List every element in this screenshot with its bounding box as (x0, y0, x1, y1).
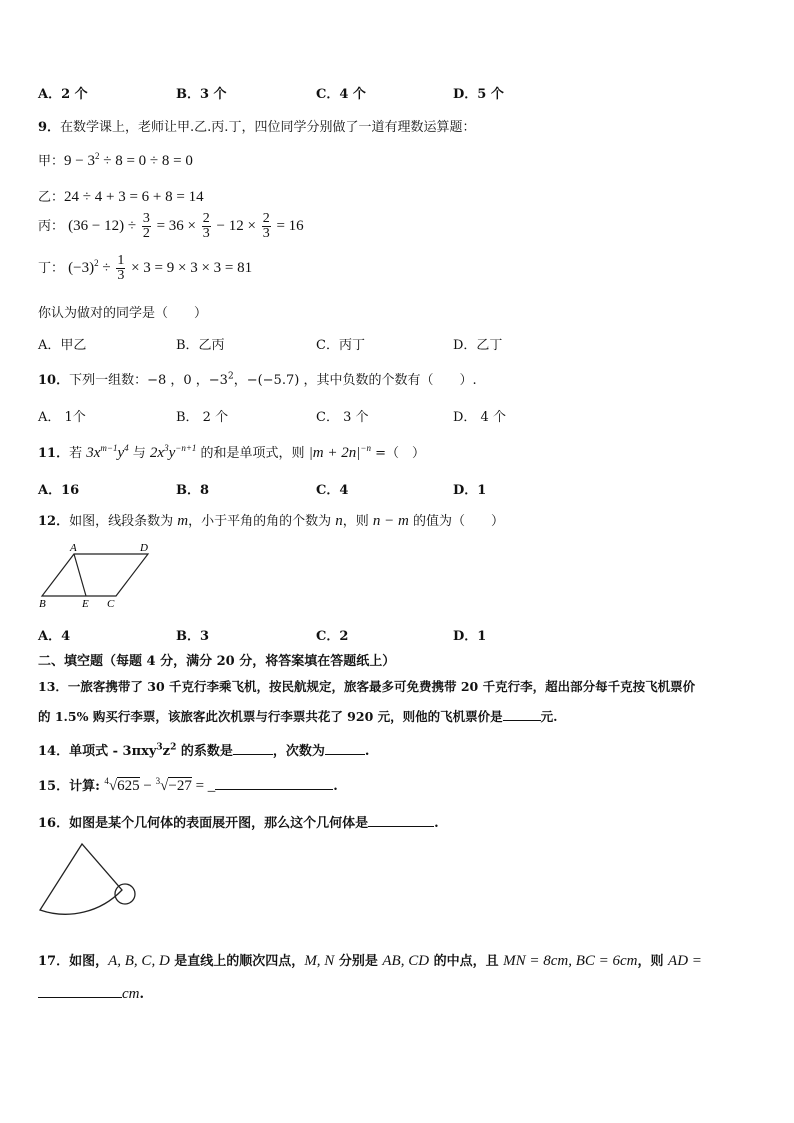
q8-option-b: B．3 个 (176, 87, 227, 102)
q17-answer-line: cm. (38, 985, 144, 1003)
answer-blank[interactable] (325, 742, 365, 755)
q9-yi: 乙：24 ÷ 4 + 3 = 6 + 8 = 14 (38, 189, 204, 205)
q12-parallelogram-figure (36, 540, 156, 610)
fig-label-a: A (70, 542, 77, 554)
q9-stem: 9．在数学课上，老师让甲.乙.丙.丁，四位同学分别做了一道有理数运算题： (38, 120, 476, 135)
q8-option-d: D．5 个 (453, 87, 504, 102)
answer-blank[interactable] (215, 777, 333, 790)
q10-option-b: B． 2 个 (176, 410, 229, 425)
q9-option-a: A．甲乙 (38, 338, 87, 353)
answer-blank[interactable] (38, 985, 122, 998)
q17-stem: 17．如图，A, B, C, D 是直线上的顺次四点，M, N 分别是 AB, CD 的中点，且 MN = 8cm, BC = 6cm，则 AD = (38, 953, 702, 969)
q11-stem: 11．若 $3x^{m-1}y^4$ 与 $2x^3y^{-n+1}$ 的和是单项式，则 $|m + 2n|^{-n}$ =（ ） (38, 443, 425, 461)
q9-ding: 丁： $(-3)^2$ ÷ $\frac{1}{3}$ × 3 = 9 × 3 × 3 = 81 (38, 253, 253, 283)
q12-option-b: B．3 (176, 629, 210, 644)
fig-label-c: C (107, 598, 115, 610)
q11-option-a: A．16 (38, 483, 80, 498)
q16-stem: 16．如图是某个几何体的表面展开图，那么这个几何体是 . (38, 816, 439, 831)
q10-option-d: D． 4 个 (453, 410, 506, 425)
q12-stem: 12．如图，线段条数为 m，小于平角的角的个数为 n，则 n − m 的值为（ ） (38, 513, 504, 529)
q13-line2: 的 1.5% 购买行李票，该旅客此次机票与行李票共花了 920 元，则他的飞机票价是 元. (38, 709, 558, 724)
q9-option-c: C．丙丁 (316, 338, 365, 353)
q9-option-b: B．乙丙 (176, 338, 225, 353)
q9-jia: 甲：$9 - 3^2 \div 8 = 0 \div 8 = 0$ (38, 151, 193, 169)
q11-option-c: C．4 (316, 483, 349, 498)
fig-label-b: B (39, 598, 46, 610)
q8-option-a: A．2 个 (38, 87, 88, 102)
q10-option-c: C． 3 个 (316, 410, 369, 425)
q10-stem: 10．下列一组数：−8 ，0 ，$-3^2$，−(−5.7) ，其中负数的个数有（ ）. (38, 371, 477, 388)
q12-option-a: A．4 (38, 629, 71, 644)
answer-blank[interactable] (503, 708, 541, 721)
fig-label-e: E (82, 598, 89, 610)
q16-cone-net-figure (36, 840, 146, 920)
section-2-heading: 二、填空题（每题 4 分，满分 20 分，将答案填在答题纸上） (38, 654, 396, 669)
answer-blank[interactable] (233, 742, 273, 755)
q15-stem: 15．计算: $^4$√625 − $^3$√−27 = _ . (38, 776, 338, 794)
q12-option-c: C．2 (316, 629, 349, 644)
q14-stem: 14．单项式 - $3\pi xy^3z^2$ 的系数是 ，次数为 . (38, 742, 370, 759)
q10-option-a: A． 1个 (38, 410, 86, 425)
q9-ask: 你认为做对的同学是（ ） (38, 306, 208, 321)
answer-blank[interactable] (368, 814, 434, 827)
q11-option-b: B．8 (176, 483, 210, 498)
q12-option-d: D．1 (453, 629, 487, 644)
q11-option-d: D．1 (453, 483, 487, 498)
q9-bing: 丙： (36 − 12) ÷ $\frac{3}{2}$ = 36 × $\frac{2}{3}$ − 12 × $\frac{2}{3}$ = 16 (38, 211, 304, 241)
q8-option-c: C．4 个 (316, 87, 366, 102)
q9-option-d: D．乙丁 (453, 338, 503, 353)
q13-line1: 13．一旅客携带了 30 千克行李乘飞机，按民航规定，旅客最多可免费携带 20 千克行李，超出部分每千克按飞机票价 (38, 679, 696, 694)
fig-label-d: D (140, 542, 148, 554)
